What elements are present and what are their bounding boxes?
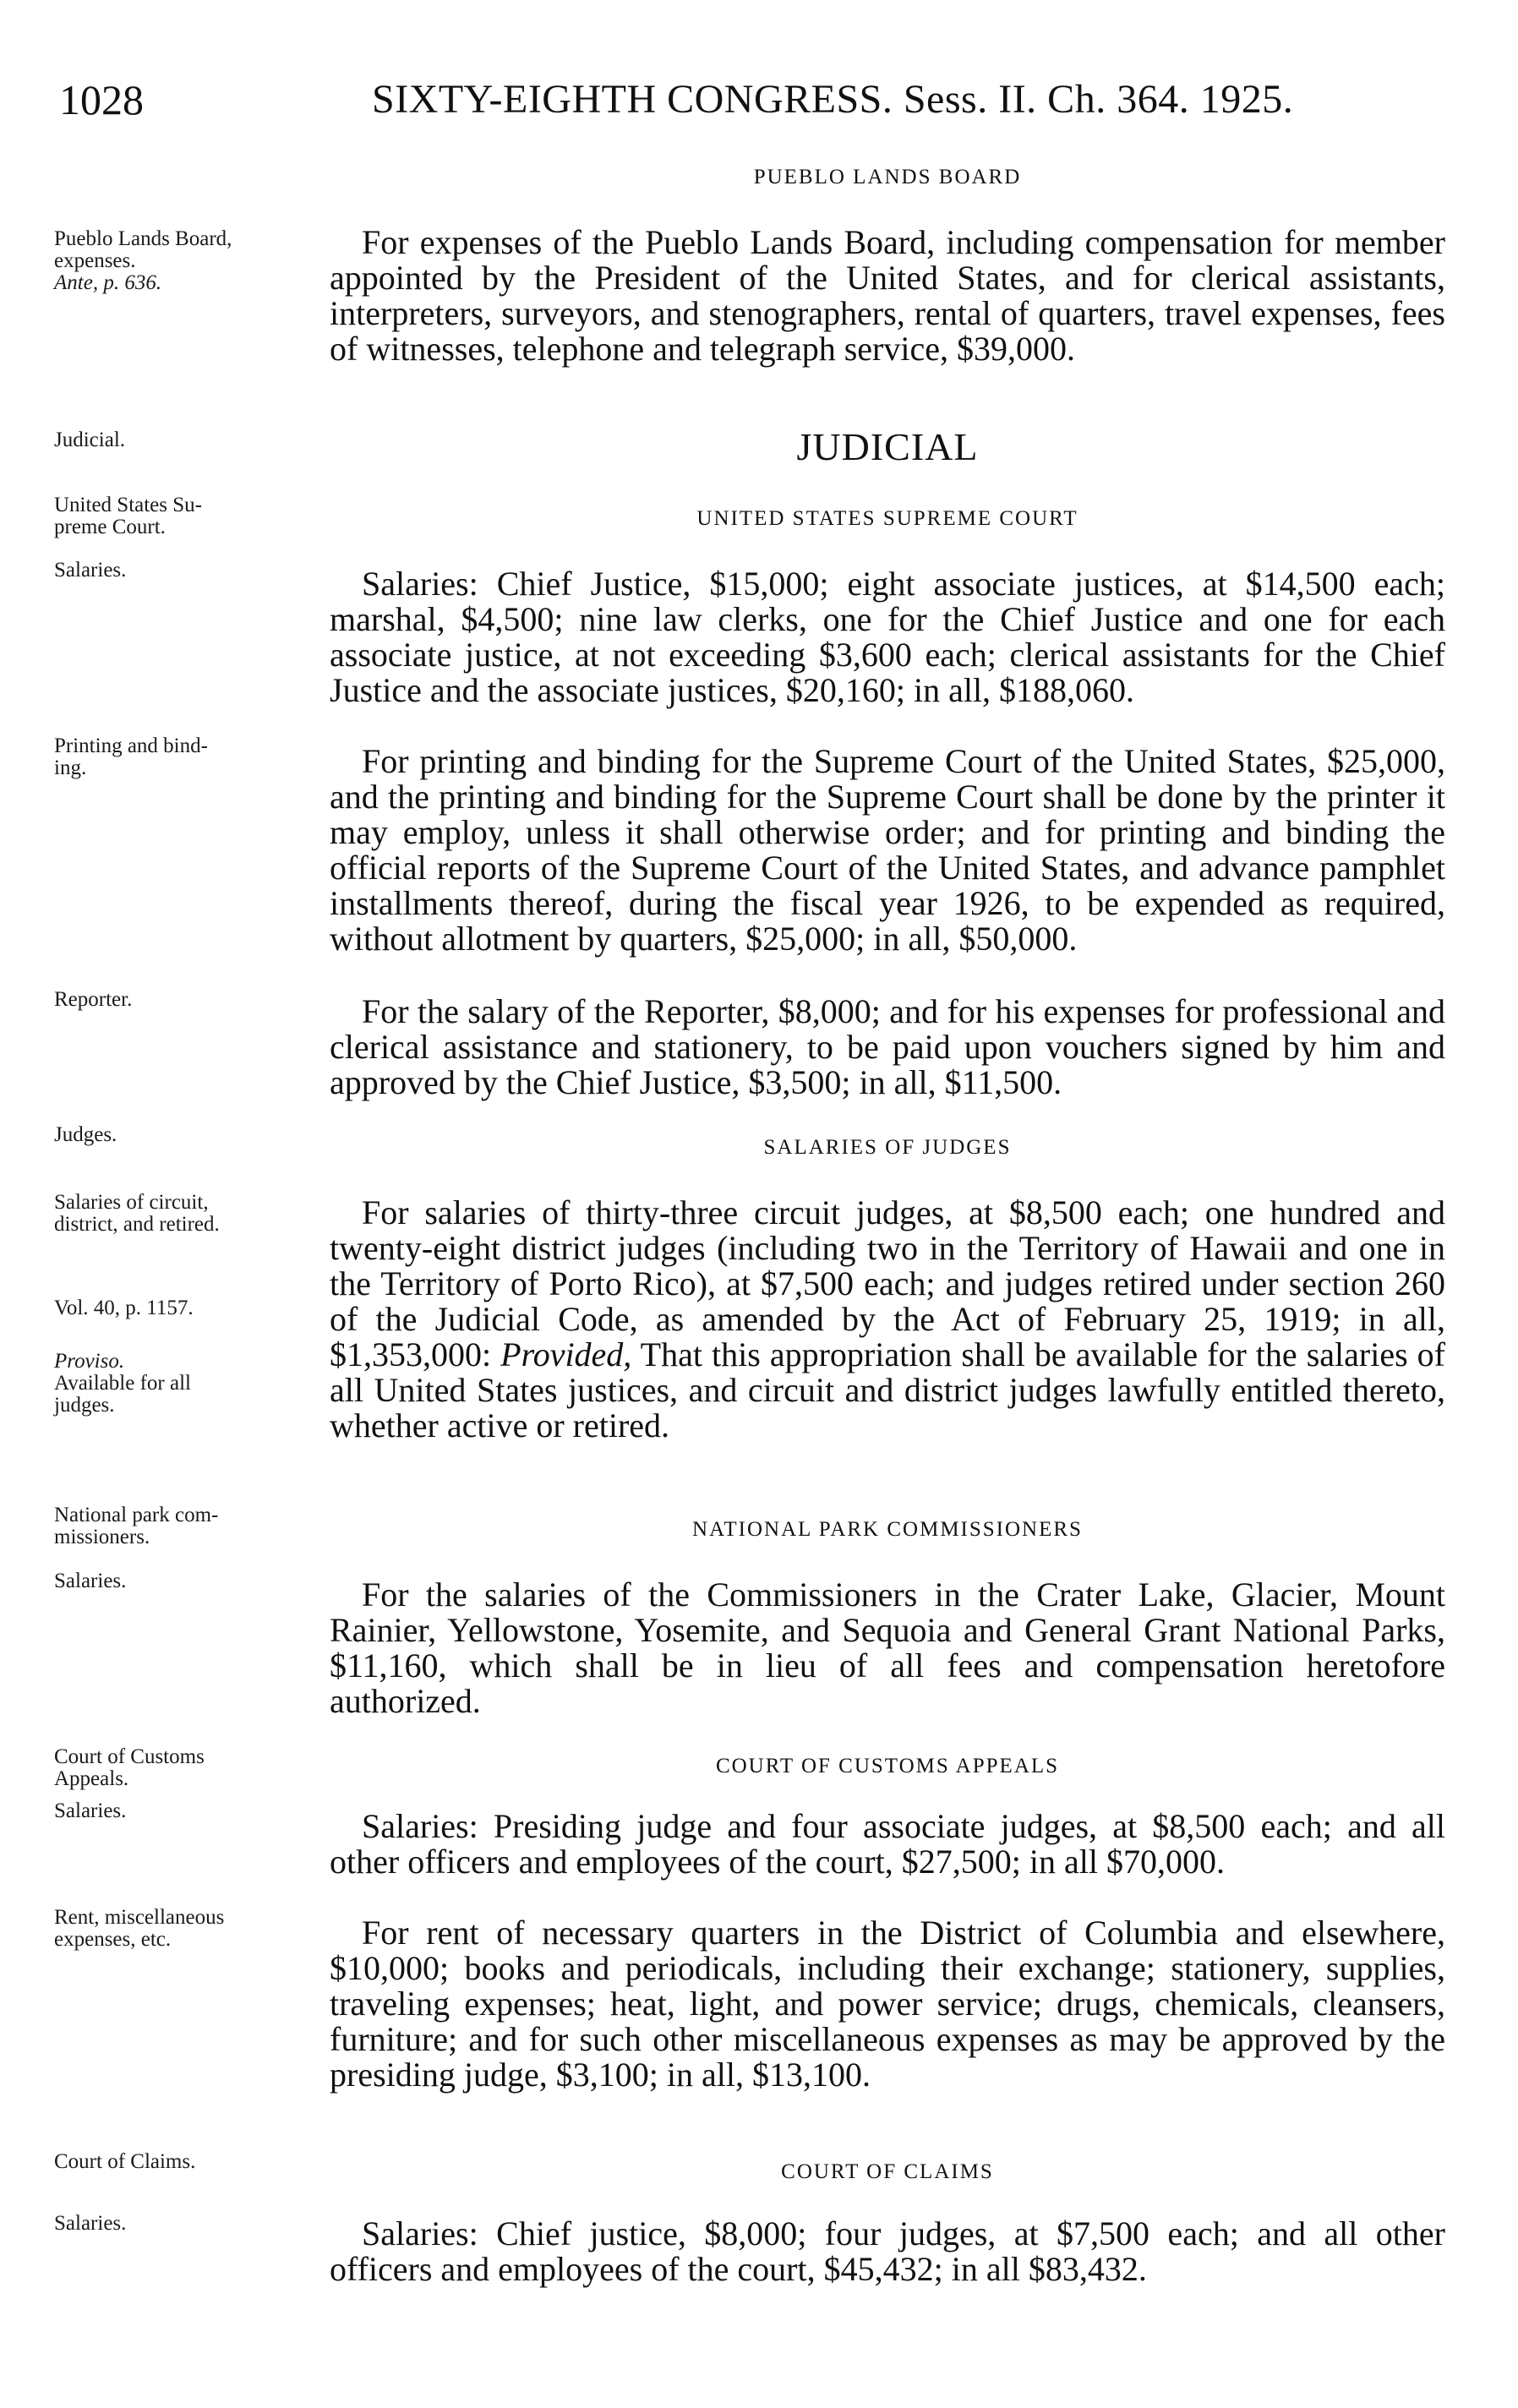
heading-salaries-of-judges: SALARIES OF JUDGES <box>763 1136 1012 1159</box>
running-head: SIXTY-EIGHTH CONGRESS. Sess. II. Ch. 364. 1925. <box>372 77 1294 122</box>
para-park-salaries: For the salaries of the Commissioners in the Crater Lake, Glacier, Mount Rainier, Yellowstone, Yosemite, and Sequoia and General Grant National Parks, $11,160, which shall be in lieu of all fees and compensation heretofore authorized. <box>330 1575 1445 1720</box>
heading-national-park-commissioners: NATIONAL PARK COMMISSIONERS <box>692 1518 1083 1541</box>
margin-note-salaries-2: Salaries. <box>54 1570 127 1592</box>
heading-judicial: JUDICIAL <box>796 425 979 468</box>
heading-supreme-court: UNITED STATES SUPREME COURT <box>696 507 1078 530</box>
provided-keyword: Provided, <box>500 1335 632 1373</box>
margin-note-customs: Court of Customs Appeals. <box>54 1745 205 1790</box>
page-number: 1028 <box>59 76 144 123</box>
margin-note-pueblo: Pueblo Lands Board, expenses. Ante, p. 636. <box>54 227 232 294</box>
margin-note-vol40: Vol. 40, p. 1157. <box>54 1297 194 1319</box>
margin-note-salaries-4: Salaries. <box>54 2212 127 2235</box>
margin-note-salaries: Salaries. <box>54 559 127 582</box>
margin-note-salaries-circuit: Salaries of circuit, district, and retired. <box>54 1191 220 1236</box>
para-claims-salaries: Salaries: Chief justice, $8,000; four judges, at $7,500 each; and all other officers and employees of the court, $45,432; in all $83,432. <box>330 2214 1445 2288</box>
margin-note-national-park: National park com- missioners. <box>54 1504 219 1548</box>
para-supreme-reporter: For the salary of the Reporter, $8,000; and for his expenses for professional and clerical assistance and stationery, to be paid upon vouchers signed by him and approved by the Chief Justice, $3,500; in all, $11,500. <box>330 992 1445 1101</box>
margin-note-rent: Rent, miscellaneous expenses, etc. <box>54 1906 225 1951</box>
para-supreme-salaries: Salaries: Chief Justice, $15,000; eight associate justices, at $14,500 each; marshal, $4,500; nine law clerks, one for the Chief Justice and one for each associate justice, at not exceeding $3,600 each; clerical assistants for the Chief Justice and the associate justices, $20,160; in all, $188,060. <box>330 565 1445 709</box>
margin-note-supreme-court: United States Su- preme Court. <box>54 494 202 538</box>
heading-court-of-customs-appeals: COURT OF CUSTOMS APPEALS <box>715 1755 1060 1777</box>
margin-note-proviso: Proviso. Available for all judges. <box>54 1350 191 1417</box>
margin-note-claims: Court of Claims. <box>54 2150 196 2173</box>
margin-note-salaries-3: Salaries. <box>54 1799 127 1822</box>
para-customs-salaries: Salaries: Presiding judge and four associate judges, at $8,500 each; and all other officers and employees of the court, $27,500; in all $70,000. <box>330 1807 1445 1881</box>
para-supreme-printing: For printing and binding for the Supreme Court of the United States, $25,000, and the printing and binding for the Supreme Court shall be done by the printer it may employ, unless it shall otherwise order; and for printing and binding the official reports of the Supreme Court of the United States, and advance pamphlet installments thereof, during the fiscal year 1926, to be expended as required, without allotment by quarters, $25,000; in all, $50,000. <box>330 742 1445 958</box>
margin-note-reporter: Reporter. <box>54 988 133 1011</box>
para-pueblo-expenses: For expenses of the Pueblo Lands Board, including compensation for member appointed by the President of the United States, and for clerical assistants, interpreters, surveyors, and stenographers, rental of quarters, travel expenses, fees of witnesses, telephone and telegraph service, $39,000. <box>330 223 1445 368</box>
heading-court-of-claims: COURT OF CLAIMS <box>781 2160 994 2183</box>
heading-pueblo-lands-board: PUEBLO LANDS BOARD <box>753 166 1022 188</box>
margin-note-judicial: Judicial. <box>54 429 126 451</box>
para-judges-salaries: For salaries of thirty-three circuit judges, at $8,500 each; one hundred and twenty-eight district judges (including two in the Territory of Hawaii and one in the Territory of Porto Rico), at $7,500 each; and judges retired under section 260 of the Judicial Code, as amended by the Act of February 25, 1919; in all, $1,353,000: Provided, That this appropriation shall be available for the salaries of all United States justices, and circuit and district judges lawfully entitled thereto, whether active or retired. <box>330 1193 1446 1444</box>
margin-note-judges: Judges. <box>54 1123 117 1146</box>
page-header <box>59 74 1445 125</box>
para-customs-rent: For rent of necessary quarters in the District of Columbia and elsewhere, $10,000; books and periodicals, including their exchange; stationery, supplies, traveling expenses; heat, light, and power service; drugs, chemicals, cleansers, furniture; and for such other miscellaneous expenses as may be approved by the presiding judge, $3,100; in all, $13,100. <box>330 1914 1445 2094</box>
margin-note-printing: Printing and bind- ing. <box>54 734 208 779</box>
